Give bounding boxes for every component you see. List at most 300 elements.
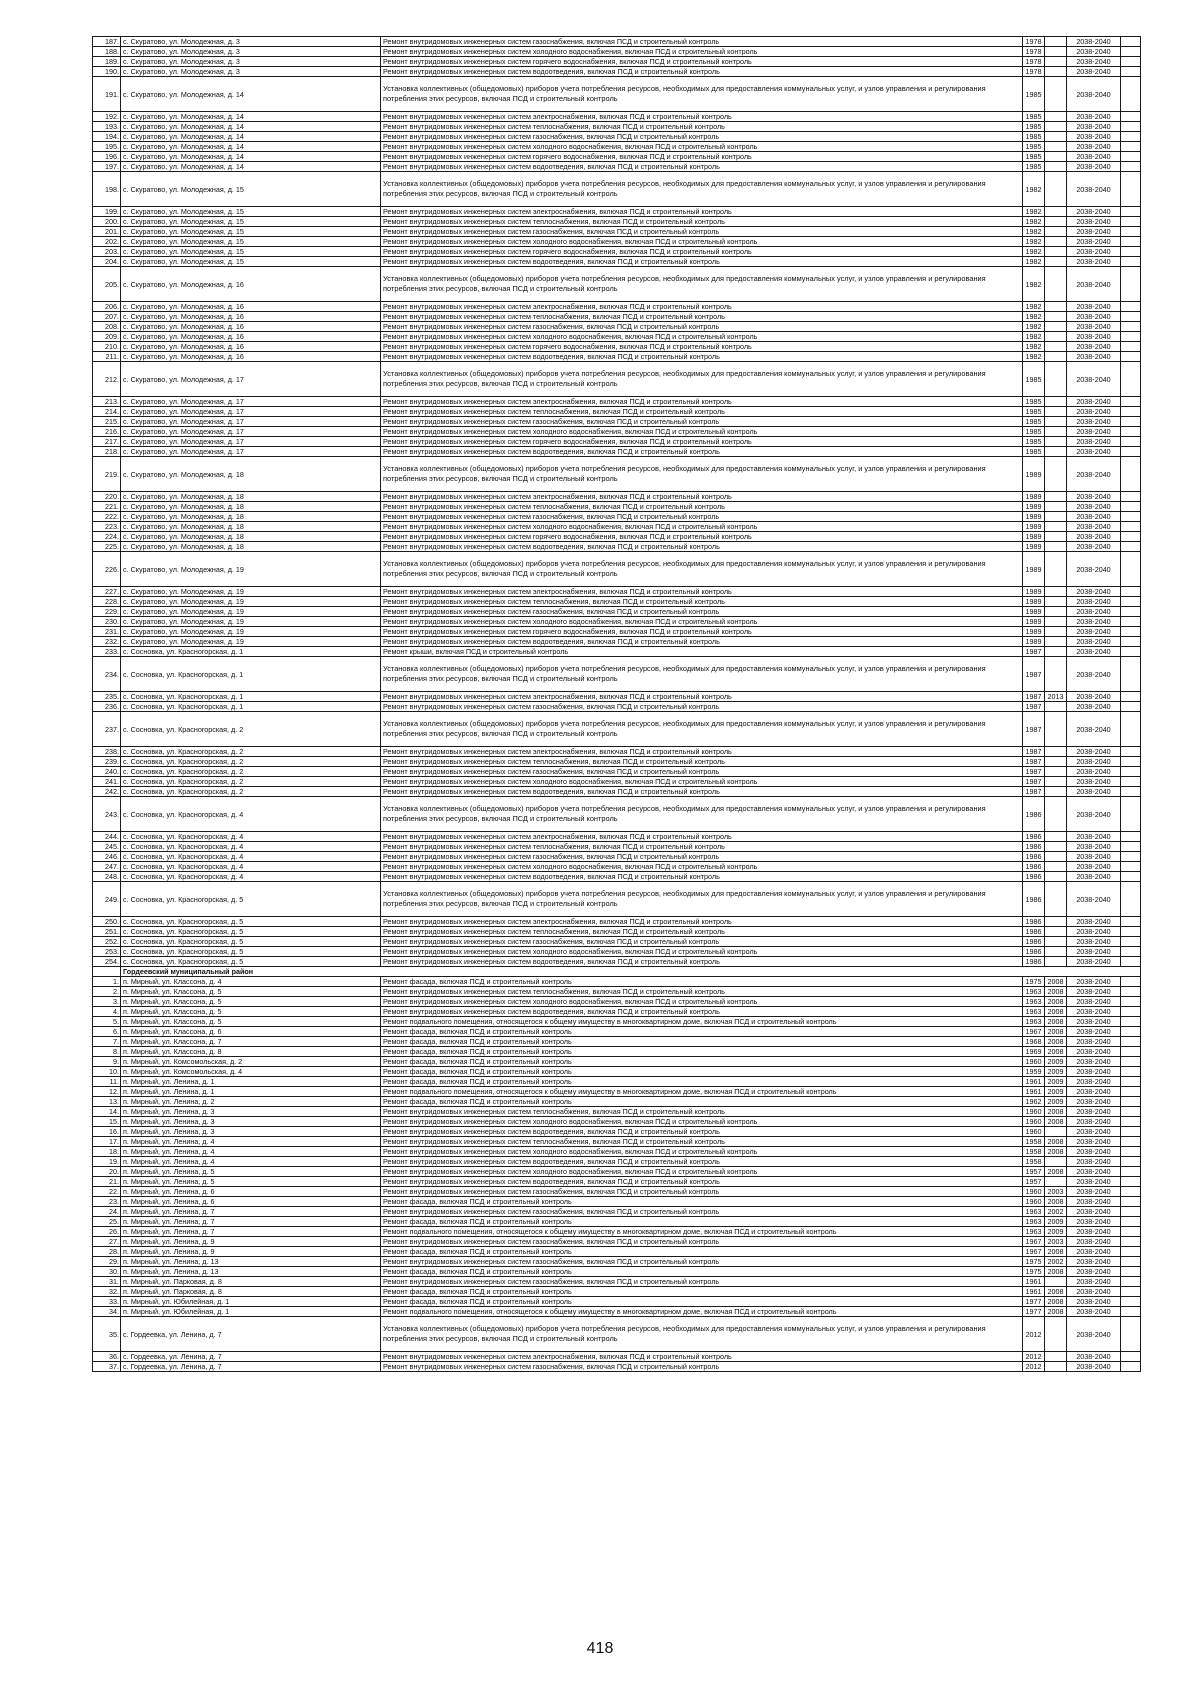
table-row <box>93 1007 1141 1017</box>
work-description-cell: Ремонт внутридомовых инженерных систем теплоснабжения, включая ПСД и строительный контроль <box>381 757 1023 767</box>
build-year-cell: 1982 <box>1023 342 1045 352</box>
planned-period-cell: 2038-2040 <box>1067 1177 1121 1187</box>
row-number: 187. <box>93 37 121 47</box>
previous-repair-year-cell <box>1045 872 1067 882</box>
work-description-cell: Ремонт фасада, включая ПСД и строительный контроль <box>381 1067 1023 1077</box>
empty-cell <box>1121 757 1141 767</box>
previous-repair-year-cell <box>1045 852 1067 862</box>
planned-period-cell: 2038-2040 <box>1067 882 1121 917</box>
build-year-cell: 1967 <box>1023 1247 1045 1257</box>
previous-repair-year-cell: 2003 <box>1045 1187 1067 1197</box>
planned-period-cell: 2038-2040 <box>1067 617 1121 627</box>
row-number: 229. <box>93 607 121 617</box>
planned-period-cell: 2038-2040 <box>1067 1187 1121 1197</box>
previous-repair-year-cell <box>1045 267 1067 302</box>
build-year-cell: 1960 <box>1023 1057 1045 1067</box>
table-row <box>93 67 1141 77</box>
row-number: 244. <box>93 832 121 842</box>
build-year-cell: 1967 <box>1023 1237 1045 1247</box>
row-number: 2. <box>93 987 121 997</box>
empty-cell <box>1121 1127 1141 1137</box>
row-number: 237. <box>93 712 121 747</box>
table-row <box>93 492 1141 502</box>
empty-cell <box>1121 842 1141 852</box>
row-number: 19. <box>93 1157 121 1167</box>
previous-repair-year-cell <box>1045 607 1067 617</box>
row-number: 250. <box>93 917 121 927</box>
empty-cell <box>1121 322 1141 332</box>
empty-cell <box>1121 587 1141 597</box>
table-row <box>93 1087 1141 1097</box>
empty-cell <box>1121 532 1141 542</box>
address-cell: с. Скуратово, ул. Молодежная, д. 16 <box>121 352 381 362</box>
planned-period-cell: 2038-2040 <box>1067 512 1121 522</box>
planned-period-cell: 2038-2040 <box>1067 1137 1121 1147</box>
build-year-cell: 1957 <box>1023 1177 1045 1187</box>
row-number: 219. <box>93 457 121 492</box>
work-description-cell: Ремонт внутридомовых инженерных систем газоснабжения, включая ПСД и строительный контроль <box>381 607 1023 617</box>
table-row <box>93 57 1141 67</box>
previous-repair-year-cell <box>1045 247 1067 257</box>
build-year-cell: 1982 <box>1023 352 1045 362</box>
work-description-cell: Ремонт внутридомовых инженерных систем электроснабжения, включая ПСД и строительный контроль <box>381 587 1023 597</box>
previous-repair-year-cell <box>1045 67 1067 77</box>
row-number: 226. <box>93 552 121 587</box>
previous-repair-year-cell: 2008 <box>1045 977 1067 987</box>
row-number: 196. <box>93 152 121 162</box>
build-year-cell: 1978 <box>1023 57 1045 67</box>
address-cell: с. Скуратово, ул. Молодежная, д. 17 <box>121 417 381 427</box>
planned-period-cell: 2038-2040 <box>1067 927 1121 937</box>
empty-cell <box>1121 1227 1141 1237</box>
build-year-cell: 1989 <box>1023 502 1045 512</box>
empty-cell <box>1121 1297 1141 1307</box>
work-description-cell: Ремонт внутридомовых инженерных систем электроснабжения, включая ПСД и строительный контроль <box>381 692 1023 702</box>
work-description-cell: Ремонт внутридомовых инженерных систем газоснабжения, включая ПСД и строительный контроль <box>381 1277 1023 1287</box>
address-cell: с. Сосновка, ул. Красногорская, д. 5 <box>121 882 381 917</box>
table-row <box>93 1362 1141 1372</box>
planned-period-cell: 2038-2040 <box>1067 112 1121 122</box>
row-number: 254. <box>93 957 121 967</box>
empty-cell <box>1121 112 1141 122</box>
previous-repair-year-cell <box>1045 1127 1067 1137</box>
address-cell: с. Сосновка, ул. Красногорская, д. 4 <box>121 852 381 862</box>
table-row <box>93 1277 1141 1287</box>
build-year-cell: 1989 <box>1023 522 1045 532</box>
row-number: 193. <box>93 122 121 132</box>
work-description-cell: Ремонт внутридомовых инженерных систем холодного водоснабжения, включая ПСД и строительный контроль <box>381 427 1023 437</box>
empty-cell <box>1121 1067 1141 1077</box>
work-description-cell: Ремонт внутридомовых инженерных систем водоотведения, включая ПСД и строительный контроль <box>381 1177 1023 1187</box>
previous-repair-year-cell <box>1045 882 1067 917</box>
build-year-cell: 1985 <box>1023 152 1045 162</box>
address-cell: с. Сосновка, ул. Красногорская, д. 5 <box>121 917 381 927</box>
table-row <box>93 207 1141 217</box>
planned-period-cell: 2038-2040 <box>1067 67 1121 77</box>
work-description-cell: Ремонт внутридомовых инженерных систем горячего водоснабжения, включая ПСД и строительный контроль <box>381 627 1023 637</box>
table-row <box>93 122 1141 132</box>
row-number: 239. <box>93 757 121 767</box>
address-cell: п. Мирный, ул. Классона, д. 7 <box>121 1037 381 1047</box>
planned-period-cell: 2038-2040 <box>1067 1352 1121 1362</box>
address-cell: с. Скуратово, ул. Молодежная, д. 19 <box>121 552 381 587</box>
table-row <box>93 1352 1141 1362</box>
row-number: 14. <box>93 1107 121 1117</box>
row-number: 207. <box>93 312 121 322</box>
address-cell: с. Сосновка, ул. Красногорская, д. 5 <box>121 957 381 967</box>
table-row <box>93 532 1141 542</box>
empty-cell <box>1121 832 1141 842</box>
address-cell: с. Сосновка, ул. Красногорская, д. 2 <box>121 767 381 777</box>
work-description-cell: Ремонт внутридомовых инженерных систем водоотведения, включая ПСД и строительный контроль <box>381 957 1023 967</box>
build-year-cell: 1987 <box>1023 747 1045 757</box>
empty-cell <box>1121 987 1141 997</box>
address-cell: п. Мирный, ул. Парковая, д. 8 <box>121 1277 381 1287</box>
build-year-cell: 1977 <box>1023 1297 1045 1307</box>
previous-repair-year-cell: 2003 <box>1045 1237 1067 1247</box>
previous-repair-year-cell <box>1045 142 1067 152</box>
empty-cell <box>1121 1157 1141 1167</box>
empty-cell <box>1121 607 1141 617</box>
work-description-cell: Ремонт фасада, включая ПСД и строительный контроль <box>381 977 1023 987</box>
address-cell: с. Сосновка, ул. Красногорская, д. 2 <box>121 777 381 787</box>
build-year-cell: 1985 <box>1023 397 1045 407</box>
address-cell: с. Скуратово, ул. Молодежная, д. 3 <box>121 67 381 77</box>
empty-cell <box>1121 1147 1141 1157</box>
build-year-cell: 1987 <box>1023 692 1045 702</box>
document-page <box>92 36 1140 1372</box>
row-number: 253. <box>93 947 121 957</box>
row-number: 34. <box>93 1307 121 1317</box>
planned-period-cell: 2038-2040 <box>1067 207 1121 217</box>
row-number: 202. <box>93 237 121 247</box>
build-year-cell: 1967 <box>1023 1027 1045 1037</box>
table-row <box>93 1197 1141 1207</box>
planned-period-cell: 2038-2040 <box>1067 1267 1121 1277</box>
table-row <box>93 1317 1141 1352</box>
build-year-cell: 1982 <box>1023 172 1045 207</box>
previous-repair-year-cell: 2008 <box>1045 1197 1067 1207</box>
empty-cell <box>1121 122 1141 132</box>
empty-cell <box>1121 1247 1141 1257</box>
work-description-cell: Ремонт внутридомовых инженерных систем газоснабжения, включая ПСД и строительный контроль <box>381 132 1023 142</box>
table-row <box>93 1107 1141 1117</box>
empty-cell <box>1121 882 1141 917</box>
address-cell: п. Мирный, ул. Ленина, д. 9 <box>121 1247 381 1257</box>
build-year-cell: 1989 <box>1023 532 1045 542</box>
address-cell: с. Скуратово, ул. Молодежная, д. 17 <box>121 362 381 397</box>
work-description-cell: Ремонт подвального помещения, относящегося к общему имуществу в многоквартирном доме, включая ПСД и строительный контроль <box>381 1087 1023 1097</box>
table-row <box>93 917 1141 927</box>
work-description-cell: Ремонт внутридомовых инженерных систем электроснабжения, включая ПСД и строительный контроль <box>381 492 1023 502</box>
build-year-cell: 1985 <box>1023 437 1045 447</box>
previous-repair-year-cell: 2008 <box>1045 997 1067 1007</box>
build-year-cell: 1989 <box>1023 597 1045 607</box>
empty-cell <box>1121 152 1141 162</box>
row-number: 1. <box>93 977 121 987</box>
row-number: 204. <box>93 257 121 267</box>
build-year-cell: 1962 <box>1023 1097 1045 1107</box>
address-cell: с. Скуратово, ул. Молодежная, д. 14 <box>121 77 381 112</box>
table-row <box>93 1207 1141 1217</box>
planned-period-cell: 2038-2040 <box>1067 47 1121 57</box>
table-row <box>93 397 1141 407</box>
row-number: 18. <box>93 1147 121 1157</box>
build-year-cell: 1989 <box>1023 492 1045 502</box>
empty-cell <box>1121 552 1141 587</box>
previous-repair-year-cell <box>1045 947 1067 957</box>
previous-repair-year-cell: 2009 <box>1045 1067 1067 1077</box>
address-cell: с. Скуратово, ул. Молодежная, д. 3 <box>121 57 381 67</box>
address-cell: с. Гордеевка, ул. Ленина, д. 7 <box>121 1362 381 1372</box>
build-year-cell: 1985 <box>1023 427 1045 437</box>
empty-cell <box>1121 777 1141 787</box>
row-number: 36. <box>93 1352 121 1362</box>
build-year-cell: 1989 <box>1023 457 1045 492</box>
previous-repair-year-cell <box>1045 1177 1067 1187</box>
empty-cell <box>1121 397 1141 407</box>
table-row <box>93 797 1141 832</box>
row-number: 33. <box>93 1297 121 1307</box>
planned-period-cell: 2038-2040 <box>1067 1147 1121 1157</box>
address-cell: п. Мирный, ул. Ленина, д. 7 <box>121 1217 381 1227</box>
build-year-cell: 1961 <box>1023 1287 1045 1297</box>
row-number: 191. <box>93 77 121 112</box>
table-row <box>93 1247 1141 1257</box>
empty-cell <box>1121 512 1141 522</box>
empty-cell <box>1121 352 1141 362</box>
row-number: 238. <box>93 747 121 757</box>
table-row <box>93 647 1141 657</box>
empty-cell <box>1121 77 1141 112</box>
row-number: 3. <box>93 997 121 1007</box>
table-row <box>93 767 1141 777</box>
table-row <box>93 1177 1141 1187</box>
address-cell: с. Гордеевка, ул. Ленина, д. 7 <box>121 1317 381 1352</box>
row-number: 22. <box>93 1187 121 1197</box>
row-number: 20. <box>93 1167 121 1177</box>
empty-cell <box>1121 692 1141 702</box>
build-year-cell: 1986 <box>1023 917 1045 927</box>
address-cell: п. Мирный, ул. Ленина, д. 7 <box>121 1227 381 1237</box>
planned-period-cell: 2038-2040 <box>1067 427 1121 437</box>
planned-period-cell: 2038-2040 <box>1067 362 1121 397</box>
build-year-cell: 1960 <box>1023 1187 1045 1197</box>
build-year-cell: 1982 <box>1023 302 1045 312</box>
empty-cell <box>1121 797 1141 832</box>
empty-cell <box>1121 417 1141 427</box>
table-row <box>93 597 1141 607</box>
table-row <box>93 872 1141 882</box>
planned-period-cell: 2038-2040 <box>1067 1247 1121 1257</box>
previous-repair-year-cell: 2009 <box>1045 1217 1067 1227</box>
empty-cell <box>1121 1017 1141 1027</box>
work-description-cell: Ремонт внутридомовых инженерных систем холодного водоснабжения, включая ПСД и строительный контроль <box>381 237 1023 247</box>
table-row <box>93 322 1141 332</box>
empty-cell <box>1121 712 1141 747</box>
build-year-cell: 1987 <box>1023 767 1045 777</box>
address-cell: с. Скуратово, ул. Молодежная, д. 14 <box>121 112 381 122</box>
planned-period-cell: 2038-2040 <box>1067 1227 1121 1237</box>
table-row <box>93 37 1141 47</box>
work-description-cell: Ремонт фасада, включая ПСД и строительный контроль <box>381 1287 1023 1297</box>
address-cell: с. Скуратово, ул. Молодежная, д. 14 <box>121 162 381 172</box>
work-description-cell: Ремонт внутридомовых инженерных систем теплоснабжения, включая ПСД и строительный контроль <box>381 312 1023 322</box>
table-row <box>93 257 1141 267</box>
build-year-cell: 1958 <box>1023 1147 1045 1157</box>
table-row <box>93 977 1141 987</box>
previous-repair-year-cell <box>1045 302 1067 312</box>
previous-repair-year-cell: 2008 <box>1045 1247 1067 1257</box>
row-number: 223. <box>93 522 121 532</box>
empty-cell <box>1121 702 1141 712</box>
row-number: 212. <box>93 362 121 397</box>
planned-period-cell: 2038-2040 <box>1067 492 1121 502</box>
address-cell: с. Скуратово, ул. Молодежная, д. 15 <box>121 172 381 207</box>
work-description-cell: Ремонт внутридомовых инженерных систем холодного водоснабжения, включая ПСД и строительный контроль <box>381 862 1023 872</box>
previous-repair-year-cell <box>1045 172 1067 207</box>
previous-repair-year-cell: 2013 <box>1045 692 1067 702</box>
build-year-cell: 1987 <box>1023 712 1045 747</box>
row-number: 251. <box>93 927 121 937</box>
address-cell: с. Скуратово, ул. Молодежная, д. 17 <box>121 397 381 407</box>
row-number: 24. <box>93 1207 121 1217</box>
previous-repair-year-cell <box>1045 417 1067 427</box>
planned-period-cell: 2038-2040 <box>1067 1117 1121 1127</box>
build-year-cell: 1989 <box>1023 607 1045 617</box>
row-number: 26. <box>93 1227 121 1237</box>
empty-cell <box>1121 1177 1141 1187</box>
empty-cell <box>1121 872 1141 882</box>
empty-cell <box>1121 447 1141 457</box>
row-number: 30. <box>93 1267 121 1277</box>
build-year-cell: 1978 <box>1023 47 1045 57</box>
build-year-cell: 2012 <box>1023 1317 1045 1352</box>
previous-repair-year-cell: 2008 <box>1045 1147 1067 1157</box>
previous-repair-year-cell <box>1045 437 1067 447</box>
previous-repair-year-cell: 2008 <box>1045 1167 1067 1177</box>
work-description-cell: Ремонт внутридомовых инженерных систем электроснабжения, включая ПСД и строительный контроль <box>381 747 1023 757</box>
planned-period-cell: 2038-2040 <box>1067 457 1121 492</box>
table-row <box>93 1307 1141 1317</box>
empty-cell <box>1121 1057 1141 1067</box>
row-number: 21. <box>93 1177 121 1187</box>
planned-period-cell: 2038-2040 <box>1067 777 1121 787</box>
empty-cell <box>1121 142 1141 152</box>
row-number: 216. <box>93 427 121 437</box>
work-description-cell: Ремонт внутридомовых инженерных систем электроснабжения, включая ПСД и строительный контроль <box>381 397 1023 407</box>
build-year-cell: 1963 <box>1023 1227 1045 1237</box>
work-description-cell: Ремонт внутридомовых инженерных систем холодного водоснабжения, включая ПСД и строительный контроль <box>381 997 1023 1007</box>
build-year-cell: 1982 <box>1023 207 1045 217</box>
build-year-cell: 1978 <box>1023 67 1045 77</box>
previous-repair-year-cell: 2008 <box>1045 1307 1067 1317</box>
planned-period-cell: 2038-2040 <box>1067 1287 1121 1297</box>
previous-repair-year-cell <box>1045 512 1067 522</box>
table-row <box>93 142 1141 152</box>
table-row <box>93 112 1141 122</box>
table-row <box>93 1187 1141 1197</box>
previous-repair-year-cell: 2008 <box>1045 1297 1067 1307</box>
build-year-cell: 1987 <box>1023 647 1045 657</box>
work-description-cell: Установка коллективных (общедомовых) приборов учета потребления ресурсов, необходимых для предоставления коммунальных услуг, и узлов управления и регулирования потребления этих ресурсов, включая ПСД и строительный контроль <box>381 172 1023 207</box>
work-description-cell: Ремонт внутридомовых инженерных систем холодного водоснабжения, включая ПСД и строительный контроль <box>381 1167 1023 1177</box>
planned-period-cell: 2038-2040 <box>1067 862 1121 872</box>
empty-cell <box>1121 1307 1141 1317</box>
address-cell: с. Скуратово, ул. Молодежная, д. 18 <box>121 502 381 512</box>
row-number: 25. <box>93 1217 121 1227</box>
address-cell: п. Мирный, ул. Ленина, д. 4 <box>121 1147 381 1157</box>
work-description-cell: Установка коллективных (общедомовых) приборов учета потребления ресурсов, необходимых для предоставления коммунальных услуг, и узлов управления и регулирования потребления этих ресурсов, включая ПСД и строительный контроль <box>381 657 1023 692</box>
planned-period-cell: 2038-2040 <box>1067 987 1121 997</box>
empty-cell <box>1121 237 1141 247</box>
empty-cell <box>1121 657 1141 692</box>
previous-repair-year-cell <box>1045 312 1067 322</box>
table-row <box>93 842 1141 852</box>
table-row <box>93 407 1141 417</box>
previous-repair-year-cell <box>1045 397 1067 407</box>
row-number: 35. <box>93 1317 121 1352</box>
address-cell: с. Сосновка, ул. Красногорская, д. 4 <box>121 862 381 872</box>
work-description-cell: Ремонт крыши, включая ПСД и строительный контроль <box>381 647 1023 657</box>
table-row <box>93 607 1141 617</box>
work-description-cell: Установка коллективных (общедомовых) приборов учета потребления ресурсов, необходимых для предоставления коммунальных услуг, и узлов управления и регулирования потребления этих ресурсов, включая ПСД и строительный контроль <box>381 457 1023 492</box>
build-year-cell: 1963 <box>1023 987 1045 997</box>
address-cell: с. Сосновка, ул. Красногорская, д. 4 <box>121 832 381 842</box>
build-year-cell: 1958 <box>1023 1137 1045 1147</box>
planned-period-cell: 2038-2040 <box>1067 1217 1121 1227</box>
previous-repair-year-cell <box>1045 457 1067 492</box>
table-row <box>93 712 1141 747</box>
table-row <box>93 332 1141 342</box>
previous-repair-year-cell <box>1045 647 1067 657</box>
work-description-cell: Установка коллективных (общедомовых) приборов учета потребления ресурсов, необходимых для предоставления коммунальных услуг, и узлов управления и регулирования потребления этих ресурсов, включая ПСД и строительный контроль <box>381 1317 1023 1352</box>
build-year-cell: 1985 <box>1023 417 1045 427</box>
address-cell: с. Скуратово, ул. Молодежная, д. 16 <box>121 332 381 342</box>
previous-repair-year-cell <box>1045 447 1067 457</box>
address-cell: с. Скуратово, ул. Молодежная, д. 14 <box>121 152 381 162</box>
address-cell: п. Мирный, ул. Ленина, д. 3 <box>121 1107 381 1117</box>
work-description-cell: Ремонт внутридомовых инженерных систем газоснабжения, включая ПСД и строительный контроль <box>381 1207 1023 1217</box>
previous-repair-year-cell <box>1045 542 1067 552</box>
work-description-cell: Ремонт фасада, включая ПСД и строительный контроль <box>381 1217 1023 1227</box>
build-year-cell: 1986 <box>1023 832 1045 842</box>
planned-period-cell: 2038-2040 <box>1067 1017 1121 1027</box>
table-row <box>93 1057 1141 1067</box>
address-cell: с. Сосновка, ул. Красногорская, д. 2 <box>121 747 381 757</box>
table-row <box>93 237 1141 247</box>
empty-cell <box>1121 247 1141 257</box>
work-description-cell: Ремонт внутридомовых инженерных систем теплоснабжения, включая ПСД и строительный контроль <box>381 217 1023 227</box>
planned-period-cell: 2038-2040 <box>1067 37 1121 47</box>
planned-period-cell: 2038-2040 <box>1067 797 1121 832</box>
row-number: 252. <box>93 937 121 947</box>
build-year-cell: 1985 <box>1023 142 1045 152</box>
previous-repair-year-cell <box>1045 777 1067 787</box>
address-cell: п. Мирный, ул. Ленина, д. 3 <box>121 1127 381 1137</box>
work-description-cell: Ремонт фасада, включая ПСД и строительный контроль <box>381 1057 1023 1067</box>
previous-repair-year-cell <box>1045 57 1067 67</box>
empty-cell <box>1121 302 1141 312</box>
previous-repair-year-cell: 2008 <box>1045 1047 1067 1057</box>
row-number: 230. <box>93 617 121 627</box>
row-number: 249. <box>93 882 121 917</box>
table-row <box>93 957 1141 967</box>
build-year-cell: 1982 <box>1023 237 1045 247</box>
planned-period-cell: 2038-2040 <box>1067 257 1121 267</box>
build-year-cell: 1985 <box>1023 407 1045 417</box>
previous-repair-year-cell <box>1045 332 1067 342</box>
